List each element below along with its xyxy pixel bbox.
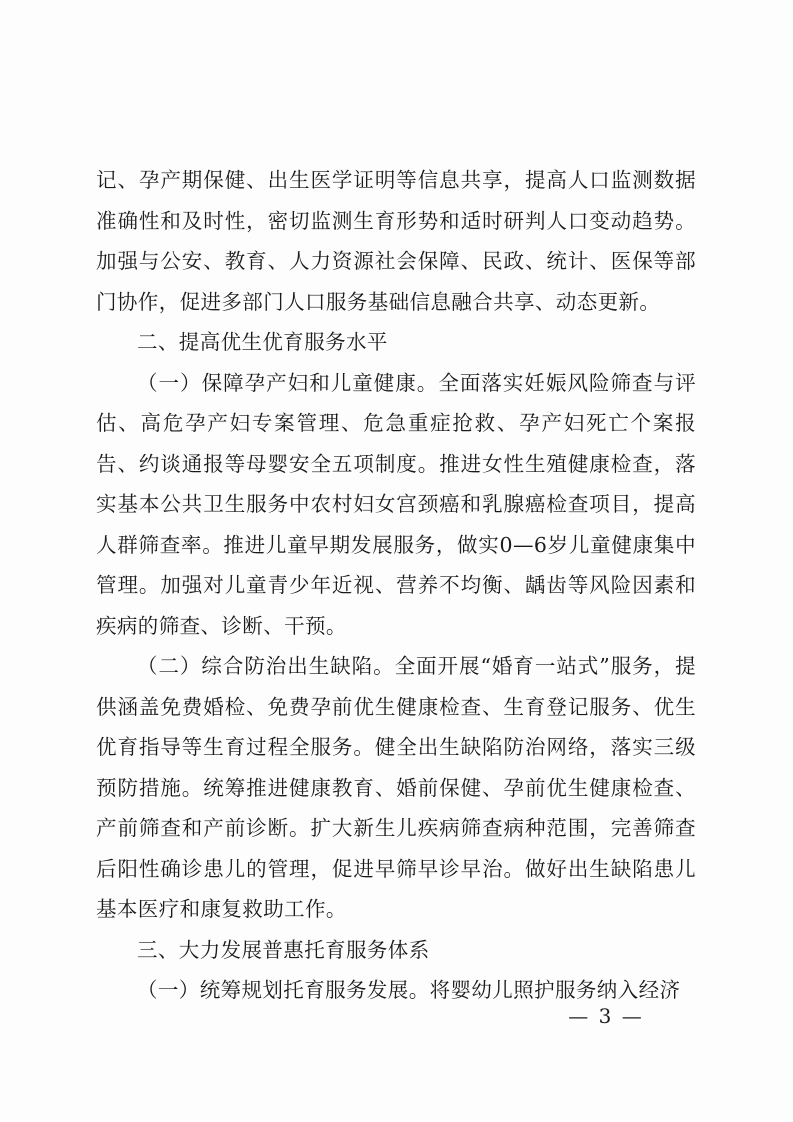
paragraph-childcare-planning: （一）统筹规划托育服务发展。将婴幼儿照护服务纳入经济 [137, 978, 681, 1002]
page-number: — 3 — [568, 1004, 644, 1028]
document-body [96, 160, 696, 1011]
section-heading-2: 二、提高优生优育服务水平 [137, 330, 388, 354]
section-heading-3: 三、大力发展普惠托育服务体系 [137, 937, 430, 962]
paragraph-population-monitoring: 记、孕产期保健、出生医学证明等信息共享，提高人口监测数据准确性和及时性，密切监测生育形势和适时研判人口变动趋势。加强与公安、教育、人力资源社会保障、民政、统计、医保等部门协作，促进多部门人口服务基础信息融合共享、动态更新。 [96, 168, 696, 314]
paragraph-maternal-child-health: （一）保障孕产妇和儿童健康。全面落实妊娠风险筛查与评估、高危孕产妇专案管理、危急重症抢救、孕产妇死亡个案报告、约谈通报等母婴安全五项制度。推进女性生殖健康检查，落实基本公共卫生服务中农村妇女宫颈癌和乳腺癌检查项目，提高人群筛查率。推进儿童早期发展服务，做实0—6岁儿童健康集中管理。加强对儿童青少年近视、营养不均衡、龋齿等风险因素和疾病的筛查、诊断、干预。 [96, 370, 696, 638]
paragraph-birth-defect-prevention: （二）综合防治出生缺陷。全面开展“婚育一站式”服务，提供涵盖免费婚检、免费孕前优生健康检查、生育登记服务、优生优育指导等生育过程全服务。健全出生缺陷防治网络，落实三级预防措施。统筹推进健康教育、婚前保健、孕前优生健康检查、产前筛查和产前诊断。扩大新生儿疾病筛查病种范围，完善筛查后阳性确诊患儿的管理，促进早筛早诊早治。做好出生缺陷患儿基本医疗和康复救助工作。 [96, 654, 696, 921]
